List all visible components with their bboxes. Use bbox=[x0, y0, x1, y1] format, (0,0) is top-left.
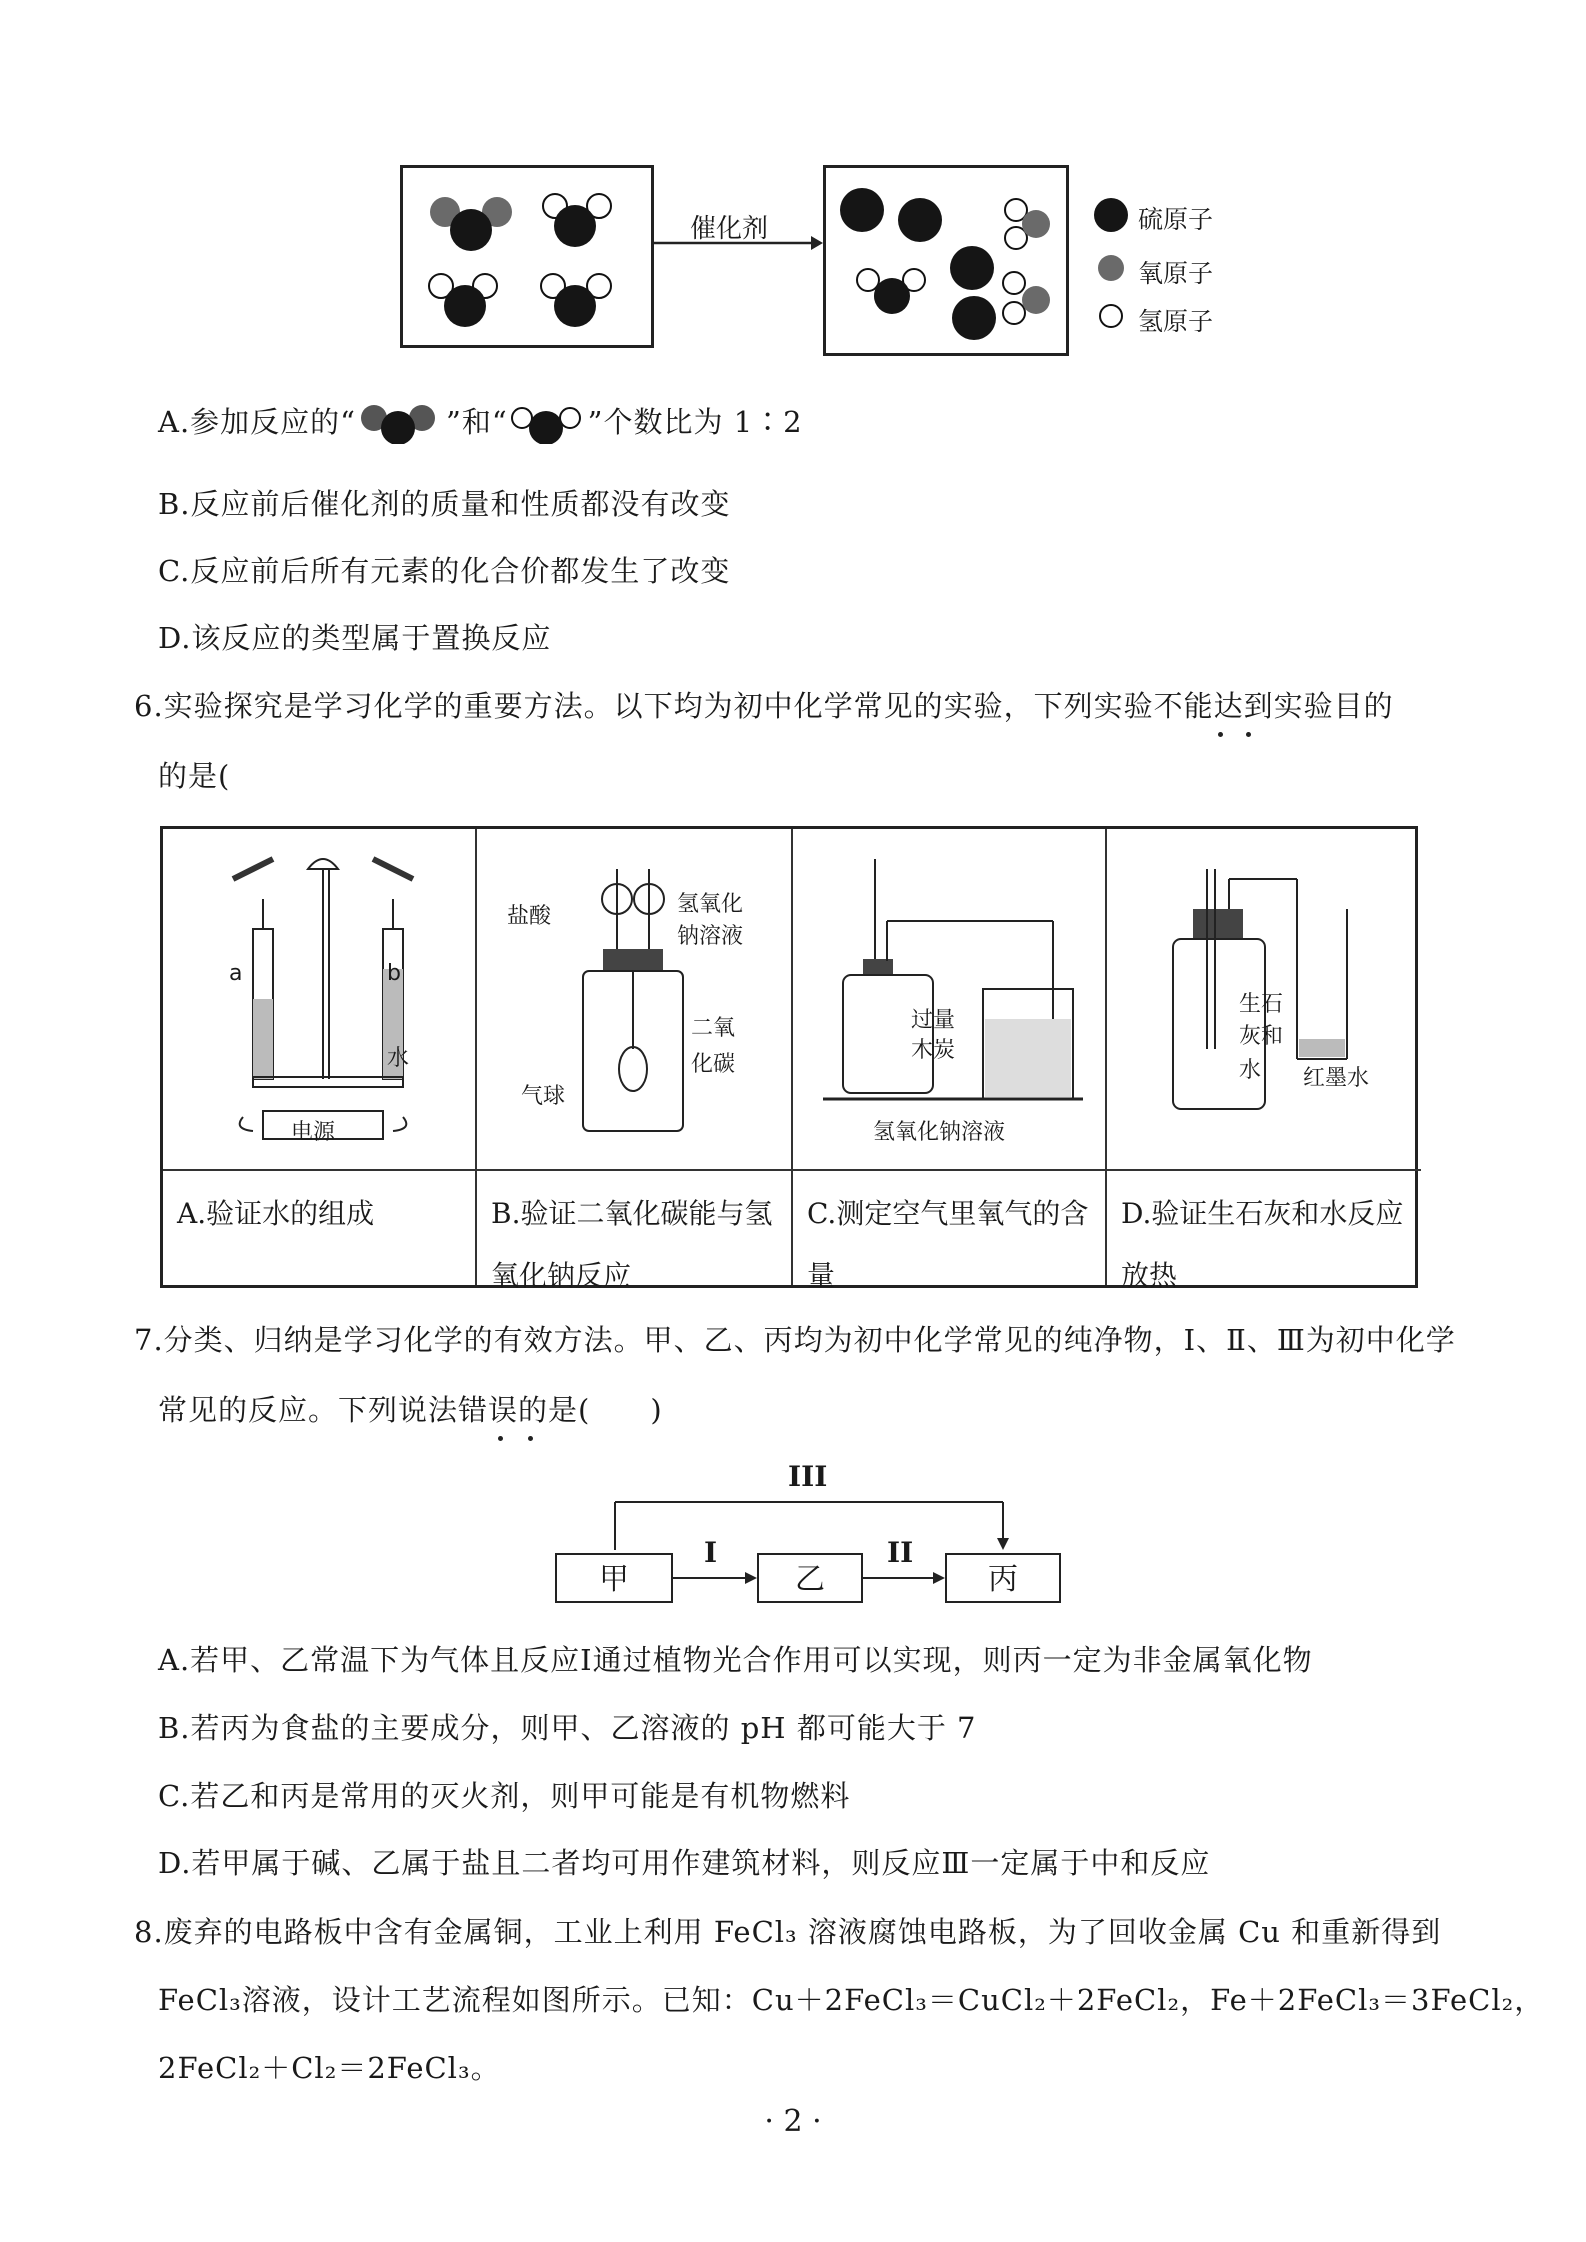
emphasis-dot bbox=[498, 1436, 503, 1441]
experiment-a-caption: A.验证水的组成 bbox=[163, 1169, 475, 1245]
quicklime-label-1: 生石 bbox=[1239, 992, 1284, 1017]
water-molecule bbox=[1003, 272, 1050, 324]
naoh-label-1: 氢氧化 bbox=[677, 892, 744, 917]
emphasis-dot bbox=[1218, 732, 1223, 737]
naoh-solution-label: 氢氧化钠溶液 bbox=[873, 1120, 1006, 1145]
sulfur-legend-icon bbox=[1094, 198, 1128, 232]
experiment-c-caption: C.测定空气里氧气的含量 bbox=[793, 1169, 1105, 1307]
excess-label-2: 木炭 bbox=[911, 1038, 956, 1063]
legend-hydrogen: 氢原子 bbox=[1138, 307, 1214, 336]
excess-label-1: 过量 bbox=[911, 1008, 956, 1033]
red-ink-label: 红墨水 bbox=[1303, 1066, 1370, 1091]
q5-option-c: C.反应前后所有元素的化合价都发生了改变 bbox=[158, 554, 731, 588]
q8-stem-line2: FeCl₃溶液，设计工艺流程如图所示。已知：Cu＋2FeCl₃＝CuCl₂＋2FeCl₂，Fe＋2FeCl₃＝3FeCl₂， bbox=[158, 1983, 1545, 2017]
reaction-ii-label: II bbox=[887, 1536, 914, 1569]
experiment-a-cell bbox=[163, 829, 477, 1285]
q7-stem-line2: 常见的反应。下列说法错误的是( ) bbox=[158, 1393, 663, 1427]
experiment-b-caption: B.验证二氧化碳能与氢氧化钠反应 bbox=[477, 1169, 791, 1307]
q8-stem-line3: 2FeCl₂＋Cl₂＝2FeCl₃。 bbox=[158, 2051, 501, 2085]
co2-label-1: 二氧 bbox=[691, 1016, 736, 1041]
electrode-b-label: b bbox=[387, 961, 401, 986]
sulfur-atom bbox=[898, 198, 942, 242]
emphasis-dot bbox=[528, 1436, 533, 1441]
sulfur-atom bbox=[950, 246, 994, 290]
substance-yi-box: 乙 bbox=[757, 1553, 863, 1603]
q6-stem-line1: 6.实验探究是学习化学的重要方法。以下均为初中化学常见的实验，下列实验不能达到实验目的 bbox=[134, 689, 1394, 723]
balloon-label: 气球 bbox=[521, 1084, 566, 1109]
q7-option-d: D.若甲属于碱、乙属于盐且二者均可用作建筑材料，则反应Ⅲ一定属于中和反应 bbox=[158, 1846, 1211, 1880]
quicklime-label-2: 灰和 bbox=[1239, 1024, 1284, 1049]
water-molecule bbox=[857, 269, 925, 314]
experiment-c-cell bbox=[793, 829, 1107, 1292]
experiment-b-cell bbox=[477, 829, 793, 1292]
h2s-molecule bbox=[541, 274, 611, 327]
h2s-molecule-icon bbox=[508, 404, 588, 444]
legend-oxygen: 氧原子 bbox=[1138, 259, 1214, 288]
water-molecule bbox=[1005, 199, 1050, 249]
co2-label-2: 化碳 bbox=[691, 1052, 736, 1077]
naoh-label-2: 钠溶液 bbox=[677, 924, 744, 949]
q5-option-d: D.该反应的类型属于置换反应 bbox=[158, 621, 552, 655]
h2s-molecule bbox=[429, 274, 497, 327]
reaction-i-label: I bbox=[704, 1536, 718, 1569]
legend-swatches bbox=[1094, 198, 1128, 328]
q5-option-a: A.参加反应的“ ”和“ ”个数比为 1∶2 bbox=[158, 402, 803, 444]
h2s-molecule bbox=[543, 194, 611, 247]
experiment-d-caption: D.验证生石灰和水反应放热 bbox=[1107, 1169, 1421, 1307]
q7-option-b: B.若丙为食盐的主要成分，则甲、乙溶液的 pH 都可能大于 7 bbox=[158, 1711, 977, 1745]
product-molecules bbox=[826, 168, 1066, 353]
sulfur-atom bbox=[952, 296, 996, 340]
hydrogen-legend-icon bbox=[1100, 305, 1122, 327]
reactant-molecules bbox=[403, 168, 651, 345]
q6-stem-line2: 的是( bbox=[158, 759, 231, 793]
legend-sulfur: 硫原子 bbox=[1138, 205, 1214, 234]
q7-stem-line1: 7.分类、归纳是学习化学的有效方法。甲、乙、丙均为初中化学常见的纯净物，Ⅰ、Ⅱ、Ⅲ为初中化学 bbox=[134, 1323, 1456, 1357]
emphasis-dot bbox=[1246, 732, 1251, 737]
oxygen-content-apparatus-drawing bbox=[813, 849, 1093, 1139]
hcl-label: 盐酸 bbox=[507, 904, 552, 929]
electrolysis-apparatus-drawing bbox=[213, 849, 433, 1149]
so2-molecule-icon bbox=[356, 404, 446, 444]
catalyst-label: 催化剂 bbox=[690, 214, 769, 244]
products-box bbox=[823, 165, 1069, 356]
substance-bing-box: 丙 bbox=[945, 1553, 1061, 1603]
quicklime-label-3: 水 bbox=[1239, 1058, 1262, 1083]
so2-molecule bbox=[430, 197, 512, 251]
q8-stem-line1: 8.废弃的电路板中含有金属铜，工业上利用 FeCl₃ 溶液腐蚀电路板，为了回收金属 Cu 和重新得到 bbox=[134, 1915, 1442, 1949]
oxygen-legend-icon bbox=[1098, 255, 1124, 281]
substance-jia-box: 甲 bbox=[555, 1553, 673, 1603]
q7-option-c: C.若乙和丙是常用的灭火剂，则甲可能是有机物燃料 bbox=[158, 1779, 851, 1813]
sulfur-atom bbox=[840, 188, 884, 232]
reactants-box bbox=[400, 165, 654, 348]
q5-option-b: B.反应前后催化剂的质量和性质都没有改变 bbox=[158, 487, 731, 521]
reaction-iii-label: III bbox=[788, 1460, 828, 1493]
q7-option-a: A.若甲、乙常温下为气体且反应Ⅰ通过植物光合作用可以实现，则丙一定为非金属氧化物 bbox=[158, 1643, 1313, 1677]
power-source-label: 电源 bbox=[291, 1120, 336, 1145]
experiment-d-cell bbox=[1107, 829, 1421, 1292]
experiment-table bbox=[160, 826, 1418, 1292]
electrode-a-label: a bbox=[229, 961, 243, 986]
page-number: · 2 · bbox=[764, 2104, 822, 2139]
water-label: 水 bbox=[387, 1046, 410, 1071]
